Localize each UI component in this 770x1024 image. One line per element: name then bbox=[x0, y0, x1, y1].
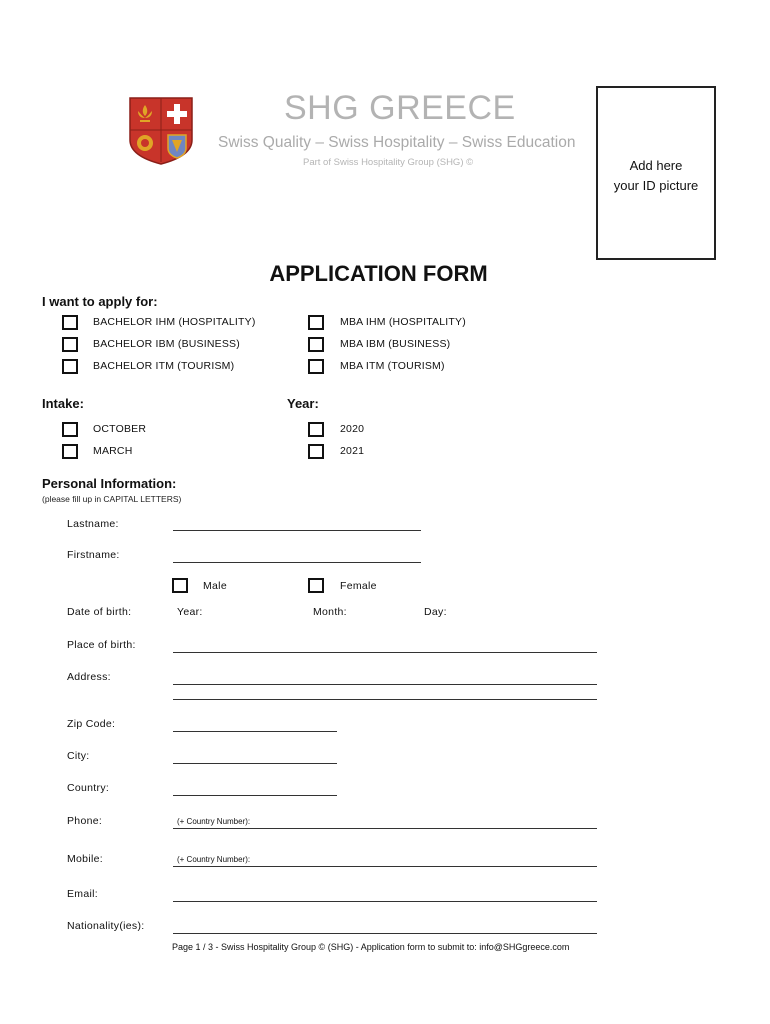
zip-field[interactable] bbox=[173, 731, 337, 732]
zip-label: Zip Code: bbox=[67, 718, 116, 730]
brand-title: SHG GREECE bbox=[284, 89, 516, 127]
phone-hint: (+ Country Number): bbox=[177, 817, 251, 826]
place-of-birth-field[interactable] bbox=[173, 652, 597, 653]
option-year-2021: 2021 bbox=[340, 445, 365, 457]
option-bachelor-itm: BACHELOR ITM (TOURISM) bbox=[93, 360, 235, 372]
city-label: City: bbox=[67, 750, 90, 762]
checkbox-bachelor-ibm[interactable] bbox=[62, 337, 78, 352]
country-label: Country: bbox=[67, 782, 110, 794]
checkbox-mba-itm[interactable] bbox=[308, 359, 324, 374]
male-label: Male bbox=[203, 580, 227, 592]
lastname-label: Lastname: bbox=[67, 518, 119, 530]
form-title: APPLICATION FORM bbox=[269, 261, 488, 286]
photo-box-line1: Add here bbox=[629, 158, 683, 173]
email-field[interactable] bbox=[173, 901, 597, 902]
apply-section-label: I want to apply for: bbox=[42, 294, 158, 309]
mobile-label: Mobile: bbox=[67, 853, 103, 865]
address-field-line2[interactable] bbox=[173, 699, 597, 700]
personal-section-label: Personal Information: bbox=[42, 476, 177, 491]
option-mba-itm: MBA ITM (TOURISM) bbox=[340, 360, 445, 372]
checkbox-intake-march[interactable] bbox=[62, 444, 78, 459]
intake-section-label: Intake: bbox=[42, 396, 84, 411]
crest-logo-icon bbox=[128, 96, 194, 166]
firstname-field[interactable] bbox=[173, 562, 421, 563]
place-of-birth-label: Place of birth: bbox=[67, 639, 136, 651]
id-photo-box[interactable] bbox=[596, 86, 716, 260]
option-year-2020: 2020 bbox=[340, 423, 365, 435]
city-field[interactable] bbox=[173, 763, 337, 764]
option-bachelor-ihm: BACHELOR IHM (HOSPITALITY) bbox=[93, 316, 256, 328]
checkbox-intake-october[interactable] bbox=[62, 422, 78, 437]
option-bachelor-ibm: BACHELOR IBM (BUSINESS) bbox=[93, 338, 240, 350]
email-label: Email: bbox=[67, 888, 98, 900]
option-intake-march: MARCH bbox=[93, 445, 133, 457]
brand-subtitle: Part of Swiss Hospitality Group (SHG) © bbox=[303, 157, 474, 168]
checkbox-year-2021[interactable] bbox=[308, 444, 324, 459]
phone-field[interactable] bbox=[173, 828, 597, 829]
photo-box-line2: your ID picture bbox=[613, 178, 699, 193]
dob-year-label: Year: bbox=[177, 606, 203, 618]
nationality-label: Nationality(ies): bbox=[67, 920, 145, 932]
checkbox-mba-ibm[interactable] bbox=[308, 337, 324, 352]
checkbox-mba-ihm[interactable] bbox=[308, 315, 324, 330]
year-section-label: Year: bbox=[287, 396, 319, 411]
page-footer: Page 1 / 3 - Swiss Hospitality Group © (SHG) - Application form to submit to: info@SHGgreece.com bbox=[172, 942, 570, 952]
address-label: Address: bbox=[67, 671, 111, 683]
female-label: Female bbox=[340, 580, 377, 592]
nationality-field[interactable] bbox=[173, 933, 597, 934]
checkbox-male[interactable] bbox=[172, 578, 188, 593]
personal-section-note: (please fill up in CAPITAL LETTERS) bbox=[42, 494, 182, 504]
country-field[interactable] bbox=[173, 795, 337, 796]
checkbox-bachelor-ihm[interactable] bbox=[62, 315, 78, 330]
mobile-hint: (+ Country Number): bbox=[177, 855, 251, 864]
lastname-field[interactable] bbox=[173, 530, 421, 531]
mobile-field[interactable] bbox=[173, 866, 597, 867]
checkbox-year-2020[interactable] bbox=[308, 422, 324, 437]
dob-day-label: Day: bbox=[424, 606, 447, 618]
dob-month-label: Month: bbox=[313, 606, 347, 618]
firstname-label: Firstname: bbox=[67, 549, 120, 561]
phone-label: Phone: bbox=[67, 815, 103, 827]
brand-tagline: Swiss Quality – Swiss Hospitality – Swiss Education bbox=[218, 134, 576, 151]
option-intake-october: OCTOBER bbox=[93, 423, 147, 435]
dob-label: Date of birth: bbox=[67, 606, 132, 618]
checkbox-female[interactable] bbox=[308, 578, 324, 593]
option-mba-ibm: MBA IBM (BUSINESS) bbox=[340, 338, 451, 350]
checkbox-bachelor-itm[interactable] bbox=[62, 359, 78, 374]
address-field-line1[interactable] bbox=[173, 684, 597, 685]
option-mba-ihm: MBA IHM (HOSPITALITY) bbox=[340, 316, 466, 328]
